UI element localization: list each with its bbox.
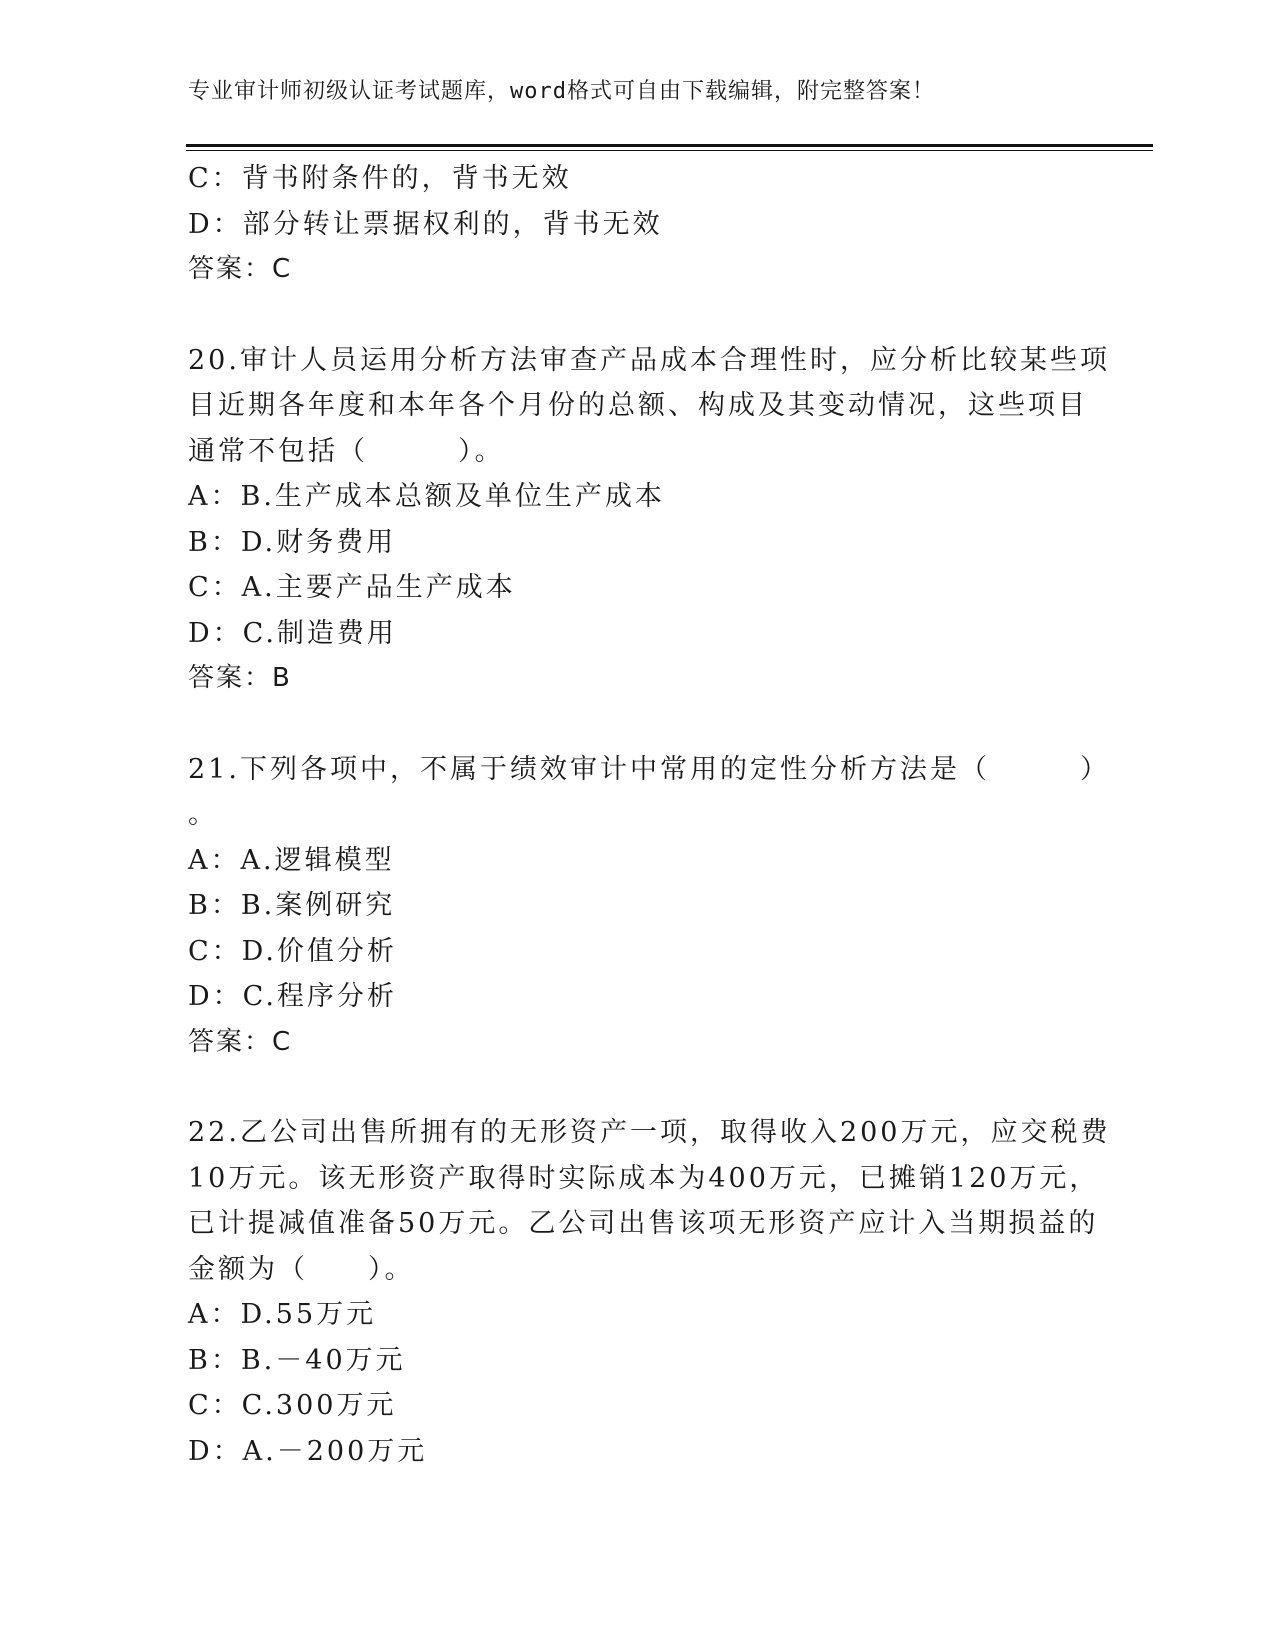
question-content <box>188 156 1111 1474</box>
q19-option-d: D：部分转让票据权利的，背书无效 <box>188 208 663 240</box>
spacer <box>188 1065 1088 1110</box>
q22-option-c: C：C.300万元 <box>188 1390 397 1421</box>
q22-stem-line-2: 10万元。该无形资产取得时实际成本为400万元，已摊销120万元， <box>188 1162 1100 1194</box>
spacer <box>188 702 1088 747</box>
q21-stem-line-2: 。 <box>188 799 218 830</box>
q22-stem-line-1: 22.乙公司出售所拥有的无形资产一项，取得收入200万元，应交税费 <box>188 1117 1111 1148</box>
q20-option-a: A：B.生产成本总额及单位生产成本 <box>188 481 665 512</box>
q21-option-d: D：C.程序分析 <box>188 981 397 1012</box>
q20-stem-line-2: 目近期各年度和本年各个月份的总额、构成及其变动情况，这些项目 <box>188 390 1088 421</box>
question-21 <box>188 747 1110 1066</box>
q22-option-a: A：D.55万元 <box>188 1299 377 1330</box>
q22-option-b: B：B.－40万元 <box>188 1344 406 1376</box>
question-19-tail <box>188 156 1088 293</box>
question-22 <box>188 1110 1111 1474</box>
q20-answer: 答案：B <box>188 663 292 693</box>
q20-option-c: C：A.主要产品生产成本 <box>188 572 516 603</box>
q20-stem-line-1: 20.审计人员运用分析方法审查产品成本合理性时，应分析比较某些项 <box>188 344 1110 376</box>
header-rule-thick <box>186 144 1153 147</box>
header-rule-thin <box>186 150 1153 151</box>
q22-stem-line-3: 已计提减值准备50万元。乙公司出售该项无形资产应计入当期损益的 <box>188 1208 1099 1239</box>
q20-option-d: D：C.制造费用 <box>188 617 397 649</box>
q21-option-b: B：B.案例研究 <box>188 890 396 921</box>
question-20 <box>188 338 1110 702</box>
q21-option-c: C：D.价值分析 <box>188 935 397 967</box>
q19-answer: 答案：C <box>188 254 293 284</box>
q21-option-a: A：A.逻辑模型 <box>188 844 395 876</box>
q21-answer: 答案：C <box>188 1026 293 1057</box>
q22-stem-line-4: 金额为（ ）。 <box>188 1253 415 1285</box>
q20-option-b: B：D.财务费用 <box>188 526 397 558</box>
spacer <box>188 293 1088 338</box>
page-header-title: 专业审计师初级认证考试题库，word格式可自由下载编辑，附完整答案！ <box>188 79 935 104</box>
q22-option-d: D：A.－200万元 <box>188 1435 428 1467</box>
q20-stem-line-3: 通常不包括（ ）。 <box>188 435 505 467</box>
q19-option-c: C：背书附条件的，背书无效 <box>188 163 572 194</box>
q21-stem-line-1: 21.下列各项中，不属于绩效审计中常用的定性分析方法是（ ） <box>188 753 1110 785</box>
